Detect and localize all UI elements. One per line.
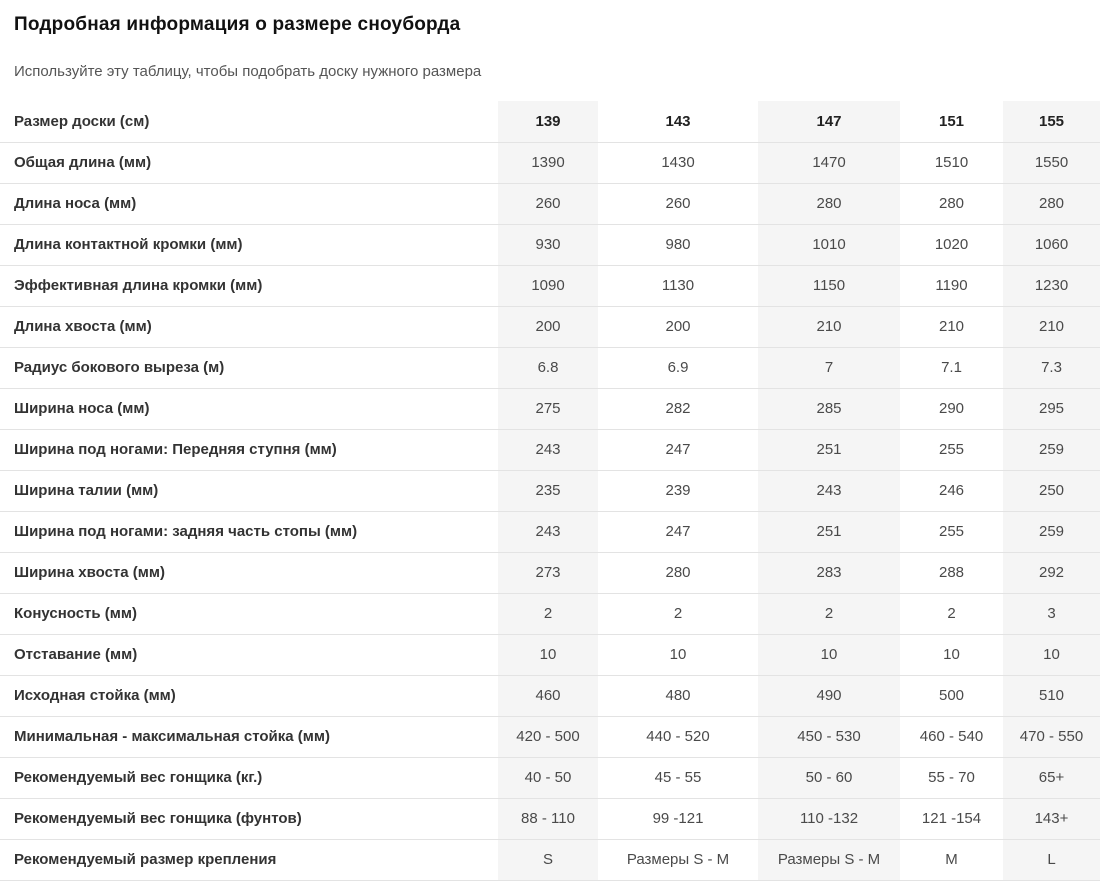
header-size-143: 143 [598,101,758,142]
row-label: Отставание (мм) [0,634,498,675]
cell-value: 55 - 70 [900,757,1003,798]
table-row [0,675,1100,716]
snowboard-size-table [0,101,1100,881]
cell-value: 470 - 550 [1003,716,1100,757]
cell-value: 1510 [900,142,1003,183]
cell-value: 40 - 50 [498,757,598,798]
cell-value: 288 [900,552,1003,593]
cell-value: 88 - 110 [498,798,598,839]
row-label: Конусность (мм) [0,593,498,634]
cell-value: 450 - 530 [758,716,900,757]
table-row [0,511,1100,552]
cell-value: 210 [758,306,900,347]
cell-value: 2 [498,593,598,634]
cell-value: 460 - 540 [900,716,1003,757]
cell-value: 2 [598,593,758,634]
cell-value: 110 -132 [758,798,900,839]
cell-value: 1390 [498,142,598,183]
page-subtitle: Используйте эту таблицу, чтобы подобрать доску нужного размера [14,63,482,80]
table-row [0,429,1100,470]
row-label: Ширина под ногами: задняя часть стопы (мм) [0,511,498,552]
row-label: Рекомендуемый размер крепления [0,839,498,880]
cell-value: 282 [598,388,758,429]
cell-value: 250 [1003,470,1100,511]
cell-value: 10 [598,634,758,675]
cell-value: 1150 [758,265,900,306]
page-title: Подробная информация о размере сноуборда [14,14,461,35]
table-row [0,306,1100,347]
row-label: Исходная стойка (мм) [0,675,498,716]
table-body [0,142,1100,880]
table-row [0,388,1100,429]
table-row [0,347,1100,388]
cell-value: 420 - 500 [498,716,598,757]
cell-value: 285 [758,388,900,429]
table-row [0,470,1100,511]
cell-value: 500 [900,675,1003,716]
cell-value: 440 - 520 [598,716,758,757]
cell-value: 247 [598,511,758,552]
table-header-row [0,101,1100,142]
table-row [0,757,1100,798]
cell-value: 1010 [758,224,900,265]
cell-value: 45 - 55 [598,757,758,798]
table-row [0,593,1100,634]
cell-value: 235 [498,470,598,511]
row-label: Длина хвоста (мм) [0,306,498,347]
row-label: Длина носа (мм) [0,183,498,224]
cell-value: 243 [498,429,598,470]
row-label: Ширина носа (мм) [0,388,498,429]
row-label: Ширина хвоста (мм) [0,552,498,593]
cell-value: 65+ [1003,757,1100,798]
header-label-board-size: Размер доски (см) [0,101,498,142]
header-size-151: 151 [900,101,1003,142]
cell-value: 1230 [1003,265,1100,306]
cell-value: 200 [498,306,598,347]
cell-value: 10 [1003,634,1100,675]
cell-value: 243 [758,470,900,511]
cell-value: 210 [1003,306,1100,347]
header-size-147: 147 [758,101,900,142]
cell-value: 2 [900,593,1003,634]
cell-value: 10 [758,634,900,675]
cell-value: 121 -154 [900,798,1003,839]
cell-value: 255 [900,511,1003,552]
cell-value: 280 [758,183,900,224]
cell-value: 280 [598,552,758,593]
cell-value: 260 [598,183,758,224]
cell-value: L [1003,839,1100,880]
cell-value: 490 [758,675,900,716]
cell-value: 243 [498,511,598,552]
cell-value: 6.9 [598,347,758,388]
snowboard-size-page [0,14,1100,881]
cell-value: 99 -121 [598,798,758,839]
cell-value: 246 [900,470,1003,511]
cell-value: 259 [1003,429,1100,470]
cell-value: 1090 [498,265,598,306]
cell-value: 10 [900,634,1003,675]
cell-value: 10 [498,634,598,675]
cell-value: 6.8 [498,347,598,388]
cell-value: 1430 [598,142,758,183]
cell-value: 260 [498,183,598,224]
table-row [0,552,1100,593]
table-row [0,798,1100,839]
row-label: Эффективная длина кромки (мм) [0,265,498,306]
table-row [0,265,1100,306]
cell-value: 255 [900,429,1003,470]
cell-value: 1550 [1003,142,1100,183]
cell-value: 251 [758,511,900,552]
cell-value: Размеры S - M [598,839,758,880]
cell-value: 1190 [900,265,1003,306]
cell-value: Размеры S - M [758,839,900,880]
cell-value: 980 [598,224,758,265]
row-label: Радиус бокового выреза (м) [0,347,498,388]
cell-value: 143+ [1003,798,1100,839]
cell-value: 210 [900,306,1003,347]
cell-value: 3 [1003,593,1100,634]
cell-value: 292 [1003,552,1100,593]
cell-value: 280 [1003,183,1100,224]
row-label: Ширина талии (мм) [0,470,498,511]
cell-value: 295 [1003,388,1100,429]
row-label: Рекомендуемый вес гонщика (фунтов) [0,798,498,839]
cell-value: 290 [900,388,1003,429]
cell-value: 2 [758,593,900,634]
cell-value: 283 [758,552,900,593]
cell-value: M [900,839,1003,880]
cell-value: 247 [598,429,758,470]
cell-value: 1060 [1003,224,1100,265]
cell-value: 460 [498,675,598,716]
cell-value: 1020 [900,224,1003,265]
cell-value: 251 [758,429,900,470]
row-label: Ширина под ногами: Передняя ступня (мм) [0,429,498,470]
table-row [0,716,1100,757]
row-label: Длина контактной кромки (мм) [0,224,498,265]
row-label: Рекомендуемый вес гонщика (кг.) [0,757,498,798]
cell-value: 200 [598,306,758,347]
cell-value: 930 [498,224,598,265]
cell-value: 1130 [598,265,758,306]
cell-value: 1470 [758,142,900,183]
cell-value: S [498,839,598,880]
row-label: Общая длина (мм) [0,142,498,183]
cell-value: 273 [498,552,598,593]
table-row [0,839,1100,880]
header-size-139: 139 [498,101,598,142]
cell-value: 280 [900,183,1003,224]
table-row [0,183,1100,224]
cell-value: 510 [1003,675,1100,716]
cell-value: 50 - 60 [758,757,900,798]
table-row [0,142,1100,183]
table-row [0,224,1100,265]
cell-value: 7 [758,347,900,388]
cell-value: 480 [598,675,758,716]
table-row [0,634,1100,675]
cell-value: 239 [598,470,758,511]
cell-value: 7.3 [1003,347,1100,388]
cell-value: 7.1 [900,347,1003,388]
cell-value: 259 [1003,511,1100,552]
cell-value: 275 [498,388,598,429]
row-label: Минимальная - максимальная стойка (мм) [0,716,498,757]
header-size-155: 155 [1003,101,1100,142]
